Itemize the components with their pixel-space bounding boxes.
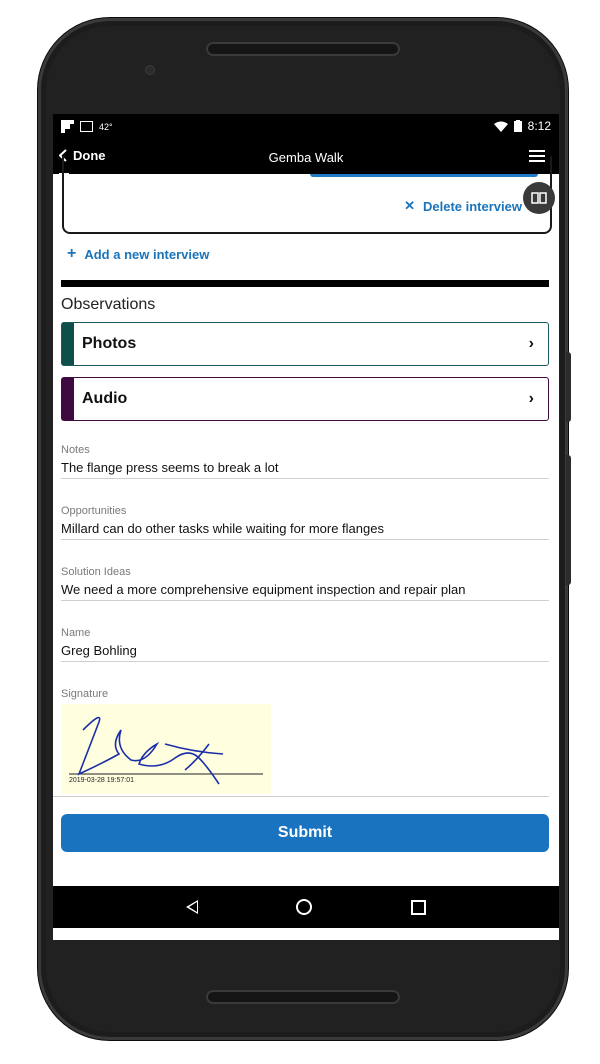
battery-icon	[514, 120, 522, 132]
book-icon[interactable]	[523, 182, 555, 214]
notes-field[interactable]	[61, 444, 549, 479]
audio-card[interactable]	[61, 377, 549, 421]
status-time: 8:12	[527, 119, 551, 133]
page-title: Gemba Walk	[268, 150, 344, 165]
signature-timestamp: 2019-03-28 19:57:01	[69, 777, 134, 784]
done-label: Done	[73, 148, 106, 163]
solution-ideas-label: Solution Ideas	[61, 566, 131, 578]
plus-icon: +	[67, 245, 77, 262]
chevron-right-icon: ›	[528, 390, 534, 407]
image-icon	[80, 121, 93, 132]
interview-field-underline	[310, 174, 538, 177]
opportunities-label: Opportunities	[61, 505, 127, 517]
wifi-icon	[494, 121, 508, 132]
back-triangle-icon[interactable]	[186, 900, 198, 914]
delete-interview-button[interactable]	[404, 198, 522, 214]
signature-label: Signature	[61, 688, 109, 700]
android-nav-bar	[53, 886, 559, 928]
delete-interview-label: Delete interview	[423, 198, 522, 214]
name-input[interactable]: Greg Bohling	[61, 643, 549, 662]
solution-ideas-field[interactable]	[61, 566, 549, 601]
form-content	[53, 174, 559, 886]
notes-label: Notes	[61, 444, 90, 456]
photos-stripe	[62, 323, 74, 365]
interview-card	[62, 156, 552, 234]
top-speaker	[206, 42, 400, 56]
notes-input[interactable]: The flange press seems to break a lot	[61, 460, 549, 479]
opportunities-input[interactable]: Millard can do other tasks while waiting for more flanges	[61, 521, 549, 540]
signature-pad[interactable]	[61, 704, 271, 794]
name-label: Name	[61, 627, 91, 639]
power-button	[566, 352, 571, 422]
name-field[interactable]	[61, 627, 549, 662]
screen	[53, 114, 559, 940]
home-circle-icon[interactable]	[296, 899, 312, 915]
recent-apps-icon[interactable]	[411, 900, 426, 915]
opportunities-field[interactable]	[61, 505, 549, 540]
photos-label: Photos	[82, 335, 137, 352]
add-interview-label: Add a new interview	[84, 246, 210, 262]
photos-card[interactable]	[61, 322, 549, 366]
audio-stripe	[62, 378, 74, 420]
submit-button[interactable]: Submit	[61, 814, 549, 852]
volume-button	[566, 455, 571, 585]
status-bar	[53, 114, 559, 142]
bottom-speaker	[206, 990, 400, 1004]
observations-title: Observations	[61, 296, 156, 313]
close-icon: ✕	[404, 198, 415, 213]
front-camera	[146, 66, 154, 74]
section-divider	[61, 280, 549, 287]
status-temperature: 42°	[99, 121, 113, 132]
solution-ideas-input[interactable]: We need a more comprehensive equipment inspection and repair plan	[61, 582, 549, 601]
add-interview-button[interactable]	[67, 245, 209, 263]
signature-underline	[53, 796, 549, 797]
flipboard-icon	[61, 120, 74, 133]
chevron-right-icon: ›	[528, 335, 534, 352]
audio-label: Audio	[82, 390, 128, 407]
